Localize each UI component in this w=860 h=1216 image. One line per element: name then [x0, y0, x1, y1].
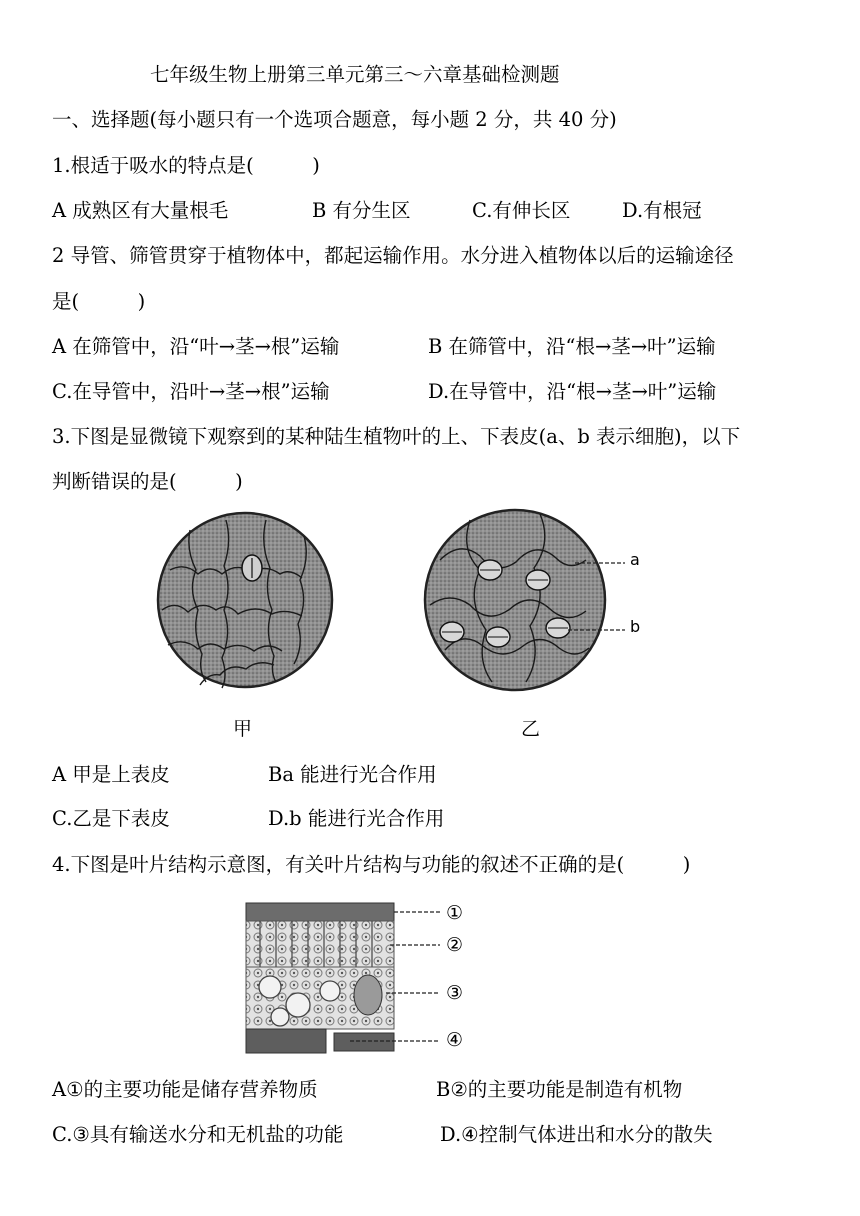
q2-option-c: C.在导管中，沿叶→茎→根”运输	[52, 380, 330, 403]
q4-option-c: C.③具有输送水分和无机盐的功能	[52, 1123, 344, 1146]
leaf-label-4: ④	[446, 1029, 464, 1051]
q2-option-b: B 在筛管中，沿“根→茎→叶”运输	[428, 335, 716, 358]
q1-option-a: A 成熟区有大量根毛	[52, 199, 229, 222]
figure-caption-yi: 乙	[521, 718, 541, 740]
q3-stem-line1: 3.下图是显微镜下观察到的某种陆生植物叶的上、下表皮(a、b 表示细胞)，以下	[52, 425, 741, 448]
figure-caption-jia: 甲	[233, 718, 253, 740]
q4-stem: 4.下图是叶片结构示意图，有关叶片结构与功能的叙述不正确的是( )	[52, 853, 691, 876]
q1-stem: 1.根适于吸水的特点是( )	[52, 154, 320, 177]
q1-option-d: D.有根冠	[622, 199, 702, 222]
q1-option-c: C.有伸长区	[472, 199, 571, 222]
q2-option-a: A 在筛管中，沿“叶→茎→根”运输	[52, 335, 340, 358]
leaf-structure-figure	[240, 895, 540, 1060]
q1-option-b: B 有分生区	[312, 199, 411, 222]
leaf-label-1: ①	[446, 902, 464, 924]
q2-stem-line1: 2 导管、筛管贯穿于植物体中，都起运输作用。水分进入植物体以后的运输途径	[52, 244, 734, 267]
q3-stem-line2: 判断错误的是( )	[52, 470, 243, 493]
q3-option-c: C.乙是下表皮	[52, 807, 170, 830]
figure-label-a: a	[630, 550, 640, 569]
q3-option-d: D.b 能进行光合作用	[268, 807, 445, 830]
section-heading: 一、选择题(每小题只有一个选项合题意，每小题 2 分，共 40 分)	[52, 108, 617, 131]
q2-option-d: D.在导管中，沿“根→茎→叶”运输	[428, 380, 717, 403]
q4-option-a: A①的主要功能是储存营养物质	[52, 1078, 318, 1101]
epidermis-figure	[0, 500, 860, 760]
lower-epidermis-circle	[425, 510, 605, 690]
q2-stem-line2: 是( )	[52, 290, 146, 313]
q3-option-b: Ba 能进行光合作用	[268, 763, 437, 786]
q3-option-a: A 甲是上表皮	[52, 763, 170, 786]
page-title: 七年级生物上册第三单元第三～六章基础检测题	[150, 63, 560, 86]
figure-label-b: b	[630, 617, 641, 636]
q4-option-b: B②的主要功能是制造有机物	[436, 1078, 683, 1101]
q4-option-d: D.④控制气体进出和水分的散失	[440, 1123, 713, 1146]
leaf-label-3: ③	[446, 982, 464, 1004]
leaf-label-2: ②	[446, 934, 464, 956]
upper-epidermis-circle	[158, 513, 332, 688]
